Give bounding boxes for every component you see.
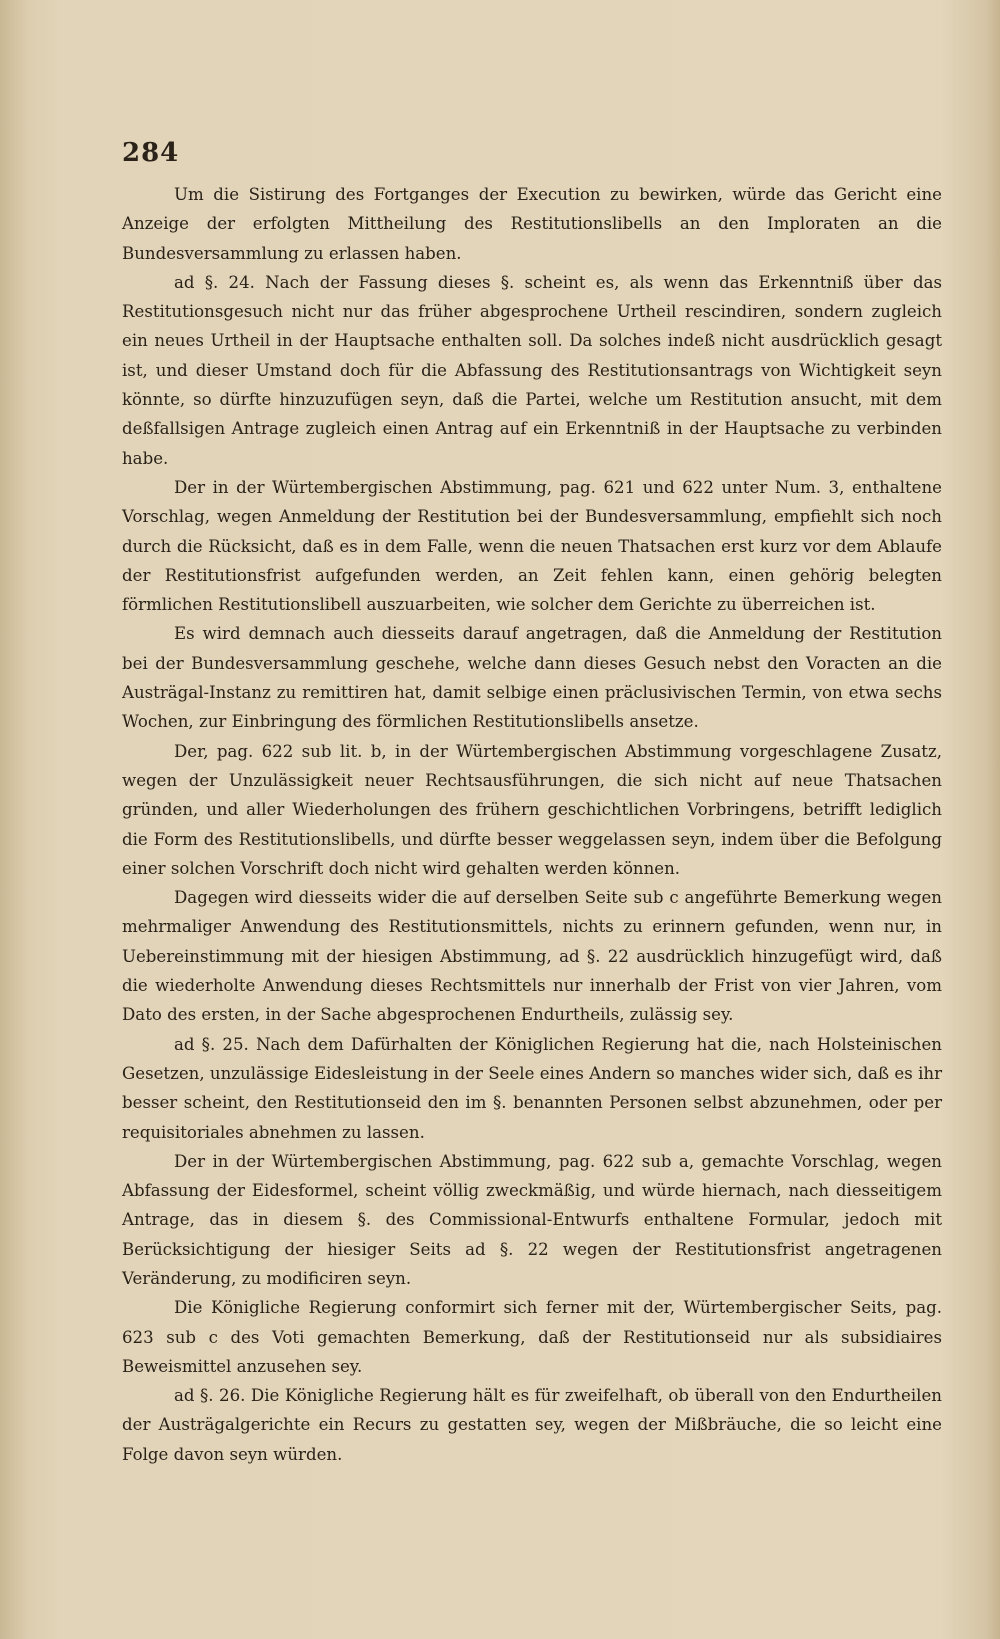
paragraph: Die Königliche Regierung conformirt sich ferner mit der, Würtembergischer Seits, pag. 623 sub c des Voti gemachten Bemerkung, daß der Restitutionseid nur als subsidiaires Beweismittel anzusehen sey. xyxy=(122,1298,942,1376)
paragraph: Der in der Würtembergischen Abstimmung, pag. 621 und 622 unter Num. 3, enthaltene Vorschlag, wegen Anmeldung der Restitution bei der Bundesversammlung, empfiehlt sich noch durch die Rücksicht, daß es in dem Falle, wenn die neuen Thatsachen erst kurz vor dem Ablaufe der Restitutionsfrist aufgefunden werden, an Zeit fehlen kann, einen gehörig belegten förmlichen Restitutionslibell auszuarbeiten, wie solcher dem Gerichte zu überreichen ist. xyxy=(122,477,942,615)
paragraph: Der, pag. 622 sub lit. b, in der Würtembergischen Abstimmung vorgeschlagene Zusatz, wegen der Unzulässigkeit neuer Rechtsausführungen, die sich nicht auf neue Thatsachen gründen, und aller Wiederholungen des frühern geschichtlichen Vorbringens, betrifft lediglich die Form des Restitutionslibells, und dürfte besser weggelassen seyn, indem über die Befolgung einer solchen Vorschrift doch nicht wird gehalten werden können. xyxy=(122,741,942,878)
paragraph: ad §. 24. Nach der Fassung dieses §. scheint es, als wenn das Erkenntniß über das Restitutionsgesuch nicht nur das früher abgesprochene Urtheil rescindiren, sondern zugleich ein neues Urtheil in der Hauptsache enthalten soll. Da solches indeß nicht ausdrücklich gesagt ist, und dieser Umstand doch für die Abfassung des Restitutionsantrags von Wichtigkeit seyn könnte, so dürfte hinzuzufügen seyn, daß die Partei, welche um Restitution ansucht, mit dem deßfallsigen Antrage zugleich einen Antrag auf ein Erkenntniß in der Hauptsache zu verbinden habe. xyxy=(122,272,942,468)
paragraph: Der in der Würtembergischen Abstimmung, pag. 622 sub a, gemachte Vorschlag, wegen Abfassung der Eidesformel, scheint völlig zweckmäßig, und würde hiernach, nach diesseitigem Antrage, das in diesem §. des Commissional-Entwurfs enthaltene Formular, jedoch mit Berücksichtigung der hiesiger Seits ad §. 22 wegen der Restitutionsfrist angetragenen Veränderung, zu modificiren seyn. xyxy=(122,1151,942,1288)
paragraph: ad §. 25. Nach dem Dafürhalten der Königlichen Regierung hat die, nach Holsteinischen Gesetzen, unzulässige Eidesleistung in der Seele eines Andern so manches wider sich, daß es ihr besser scheint, den Restitutionseid den im §. benannten Personen selbst abzunehmen, oder per requisitoriales abnehmen zu lassen. xyxy=(122,1034,942,1142)
paragraph: ad §. 26. Die Königliche Regierung hält es für zweifelhaft, ob überall von den Endurtheilen der Austrägalgerichte ein Recurs zu gestatten sey, wegen der Mißbräuche, die so leicht eine Folge davon seyn würden. xyxy=(122,1386,942,1464)
body-text xyxy=(122,180,942,1469)
paragraph: Dagegen wird diesseits wider die auf derselben Seite sub c angeführte Bemerkung wegen mehrmaliger Anwendung des Restitutionsmittels, nichts zu erinnern gefunden, wenn nur, in Uebereinstimmung mit der hiesigen Abstimmung, ad §. 22 ausdrücklich hinzugefügt wird, daß die wiederholte Anwendung dieses Rechtsmittels nur innerhalb der Frist von vier Jahren, vom Dato des ersten, in der Sache abgesprochenen Endurtheils, zulässig sey. xyxy=(122,888,942,1025)
page-number: 284 xyxy=(122,138,180,168)
paragraph: Um die Sistirung des Fortganges der Execution zu bewirken, würde das Gericht eine Anzeige der erfolgten Mittheilung des Restitutionslibells an den Imploraten an die Bundesversammlung zu erlassen haben. xyxy=(122,185,942,263)
paragraph: Es wird demnach auch diesseits darauf angetragen, daß die Anmeldung der Restitution bei der Bundesversammlung geschehe, welche dann dieses Gesuch nebst den Voracten an die Austrägal-Instanz zu remittiren hat, damit selbige einen präclusivischen Termin, von etwa sechs Wochen, zur Einbringung des förmlichen Restitutionslibells ansetze. xyxy=(122,624,942,732)
